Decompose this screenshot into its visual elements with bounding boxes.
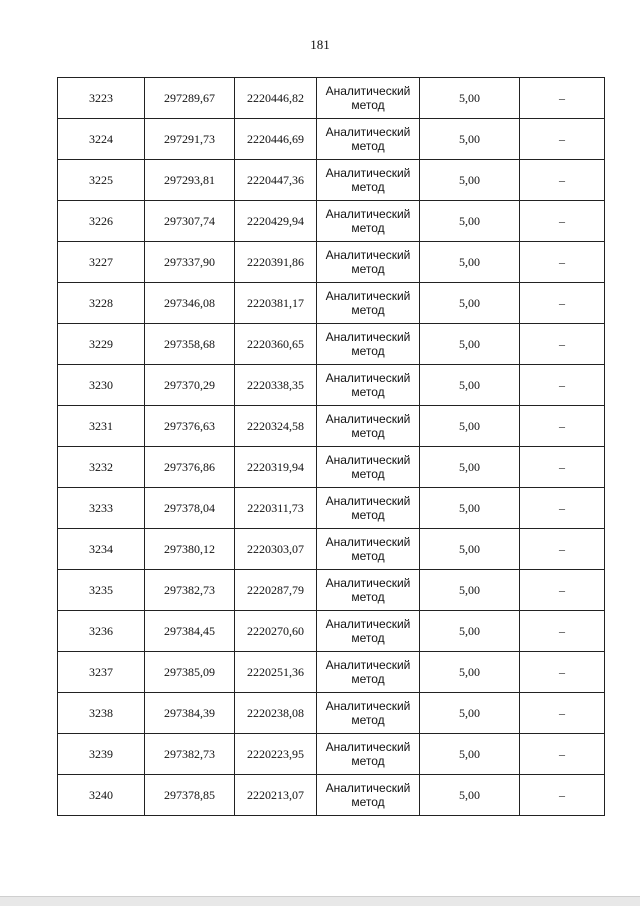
x-coordinate-cell: 297358,68 (145, 324, 235, 365)
method-label-line2: метод (351, 631, 385, 645)
note-cell: – (520, 160, 605, 201)
method-label-line1: Аналитический (325, 330, 411, 344)
x-coordinate-cell: 297384,39 (145, 693, 235, 734)
point-number-cell: 3237 (58, 652, 145, 693)
point-number-cell: 3228 (58, 283, 145, 324)
x-coordinate-cell: 297376,63 (145, 406, 235, 447)
method-label-line2: метод (351, 221, 385, 235)
table-row (58, 775, 605, 816)
point-number-cell: 3230 (58, 365, 145, 406)
x-coordinate-cell: 297370,29 (145, 365, 235, 406)
note-cell: – (520, 365, 605, 406)
note-cell: – (520, 488, 605, 529)
method-label-line2: метод (351, 549, 385, 563)
method-label-line2: метод (351, 385, 385, 399)
note-cell: – (520, 652, 605, 693)
note-cell: – (520, 693, 605, 734)
table-row (58, 242, 605, 283)
method-cell (317, 201, 420, 242)
method-label-line1: Аналитический (325, 740, 411, 754)
y-coordinate-cell: 2220270,60 (235, 611, 317, 652)
method-cell (317, 734, 420, 775)
method-label-line1: Аналитический (325, 84, 411, 98)
accuracy-cell: 5,00 (420, 652, 520, 693)
accuracy-cell: 5,00 (420, 78, 520, 119)
x-coordinate-cell: 297307,74 (145, 201, 235, 242)
y-coordinate-cell: 2220447,36 (235, 160, 317, 201)
x-coordinate-cell: 297382,73 (145, 570, 235, 611)
x-coordinate-cell: 297384,45 (145, 611, 235, 652)
method-label-line2: метод (351, 98, 385, 112)
note-cell: – (520, 447, 605, 488)
y-coordinate-cell: 2220429,94 (235, 201, 317, 242)
method-cell (317, 447, 420, 488)
point-number-cell: 3238 (58, 693, 145, 734)
method-label-line1: Аналитический (325, 125, 411, 139)
accuracy-cell: 5,00 (420, 201, 520, 242)
method-label-line2: метод (351, 590, 385, 604)
accuracy-cell: 5,00 (420, 693, 520, 734)
method-cell (317, 570, 420, 611)
method-label-line2: метод (351, 672, 385, 686)
point-number-cell: 3234 (58, 529, 145, 570)
point-number-cell: 3240 (58, 775, 145, 816)
y-coordinate-cell: 2220319,94 (235, 447, 317, 488)
method-cell (317, 324, 420, 365)
x-coordinate-cell: 297289,67 (145, 78, 235, 119)
note-cell: – (520, 406, 605, 447)
x-coordinate-cell: 297346,08 (145, 283, 235, 324)
accuracy-cell: 5,00 (420, 365, 520, 406)
accuracy-cell: 5,00 (420, 447, 520, 488)
note-cell: – (520, 201, 605, 242)
point-number-cell: 3231 (58, 406, 145, 447)
method-label-line1: Аналитический (325, 166, 411, 180)
method-label-line1: Аналитический (325, 248, 411, 262)
method-label-line2: метод (351, 467, 385, 481)
method-label-line1: Аналитический (325, 453, 411, 467)
x-coordinate-cell: 297291,73 (145, 119, 235, 160)
method-label-line2: метод (351, 262, 385, 276)
method-cell (317, 652, 420, 693)
point-number-cell: 3226 (58, 201, 145, 242)
method-label-line2: метод (351, 426, 385, 440)
point-number-cell: 3236 (58, 611, 145, 652)
coordinates-table-body (58, 78, 605, 816)
point-number-cell: 3239 (58, 734, 145, 775)
method-cell (317, 283, 420, 324)
note-cell: – (520, 529, 605, 570)
method-cell (317, 119, 420, 160)
method-label-line1: Аналитический (325, 412, 411, 426)
point-number-cell: 3229 (58, 324, 145, 365)
method-label-line1: Аналитический (325, 699, 411, 713)
x-coordinate-cell: 297378,85 (145, 775, 235, 816)
accuracy-cell: 5,00 (420, 406, 520, 447)
x-coordinate-cell: 297337,90 (145, 242, 235, 283)
table-row (58, 324, 605, 365)
method-cell (317, 78, 420, 119)
accuracy-cell: 5,00 (420, 160, 520, 201)
method-cell (317, 611, 420, 652)
method-label-line1: Аналитический (325, 371, 411, 385)
method-label-line1: Аналитический (325, 658, 411, 672)
point-number-cell: 3233 (58, 488, 145, 529)
table-row (58, 734, 605, 775)
method-label-line2: метод (351, 344, 385, 358)
note-cell: – (520, 119, 605, 160)
table-row (58, 365, 605, 406)
accuracy-cell: 5,00 (420, 570, 520, 611)
x-coordinate-cell: 297385,09 (145, 652, 235, 693)
method-label-line1: Аналитический (325, 781, 411, 795)
y-coordinate-cell: 2220338,35 (235, 365, 317, 406)
y-coordinate-cell: 2220238,08 (235, 693, 317, 734)
table-row (58, 160, 605, 201)
method-cell (317, 365, 420, 406)
method-label-line2: метод (351, 754, 385, 768)
y-coordinate-cell: 2220213,07 (235, 775, 317, 816)
table-row (58, 283, 605, 324)
method-label-line2: метод (351, 713, 385, 727)
method-label-line1: Аналитический (325, 576, 411, 590)
table-row (58, 652, 605, 693)
note-cell: – (520, 734, 605, 775)
method-label-line2: метод (351, 303, 385, 317)
table-row (58, 488, 605, 529)
y-coordinate-cell: 2220324,58 (235, 406, 317, 447)
note-cell: – (520, 775, 605, 816)
point-number-cell: 3232 (58, 447, 145, 488)
note-cell: – (520, 611, 605, 652)
table-row (58, 529, 605, 570)
table-row (58, 119, 605, 160)
page-number: 181 (310, 37, 330, 52)
x-coordinate-cell: 297380,12 (145, 529, 235, 570)
table-row (58, 201, 605, 242)
accuracy-cell: 5,00 (420, 611, 520, 652)
method-label-line2: метод (351, 139, 385, 153)
note-cell: – (520, 283, 605, 324)
x-coordinate-cell: 297293,81 (145, 160, 235, 201)
table-row (58, 693, 605, 734)
point-number-cell: 3225 (58, 160, 145, 201)
point-number-cell: 3227 (58, 242, 145, 283)
method-label-line2: метод (351, 180, 385, 194)
y-coordinate-cell: 2220311,73 (235, 488, 317, 529)
x-coordinate-cell: 297378,04 (145, 488, 235, 529)
y-coordinate-cell: 2220446,82 (235, 78, 317, 119)
method-label-line1: Аналитический (325, 535, 411, 549)
method-cell (317, 406, 420, 447)
table-row (58, 406, 605, 447)
y-coordinate-cell: 2220251,36 (235, 652, 317, 693)
table-row (58, 611, 605, 652)
table-row (58, 447, 605, 488)
method-label-line2: метод (351, 795, 385, 809)
method-label-line2: метод (351, 508, 385, 522)
accuracy-cell: 5,00 (420, 242, 520, 283)
method-cell (317, 160, 420, 201)
method-label-line1: Аналитический (325, 617, 411, 631)
y-coordinate-cell: 2220287,79 (235, 570, 317, 611)
method-label-line1: Аналитический (325, 494, 411, 508)
table-row (58, 78, 605, 119)
y-coordinate-cell: 2220446,69 (235, 119, 317, 160)
method-cell (317, 488, 420, 529)
method-cell (317, 693, 420, 734)
accuracy-cell: 5,00 (420, 529, 520, 570)
accuracy-cell: 5,00 (420, 283, 520, 324)
accuracy-cell: 5,00 (420, 324, 520, 365)
accuracy-cell: 5,00 (420, 488, 520, 529)
y-coordinate-cell: 2220223,95 (235, 734, 317, 775)
note-cell: – (520, 570, 605, 611)
accuracy-cell: 5,00 (420, 734, 520, 775)
point-number-cell: 3235 (58, 570, 145, 611)
table-row (58, 570, 605, 611)
y-coordinate-cell: 2220360,65 (235, 324, 317, 365)
method-cell (317, 775, 420, 816)
method-label-line1: Аналитический (325, 207, 411, 221)
accuracy-cell: 5,00 (420, 775, 520, 816)
x-coordinate-cell: 297382,73 (145, 734, 235, 775)
note-cell: – (520, 78, 605, 119)
y-coordinate-cell: 2220381,17 (235, 283, 317, 324)
point-number-cell: 3224 (58, 119, 145, 160)
y-coordinate-cell: 2220391,86 (235, 242, 317, 283)
point-number-cell: 3223 (58, 78, 145, 119)
method-label-line1: Аналитический (325, 289, 411, 303)
method-cell (317, 529, 420, 570)
note-cell: – (520, 242, 605, 283)
accuracy-cell: 5,00 (420, 119, 520, 160)
x-coordinate-cell: 297376,86 (145, 447, 235, 488)
coordinates-table (57, 77, 605, 816)
note-cell: – (520, 324, 605, 365)
method-cell (317, 242, 420, 283)
y-coordinate-cell: 2220303,07 (235, 529, 317, 570)
